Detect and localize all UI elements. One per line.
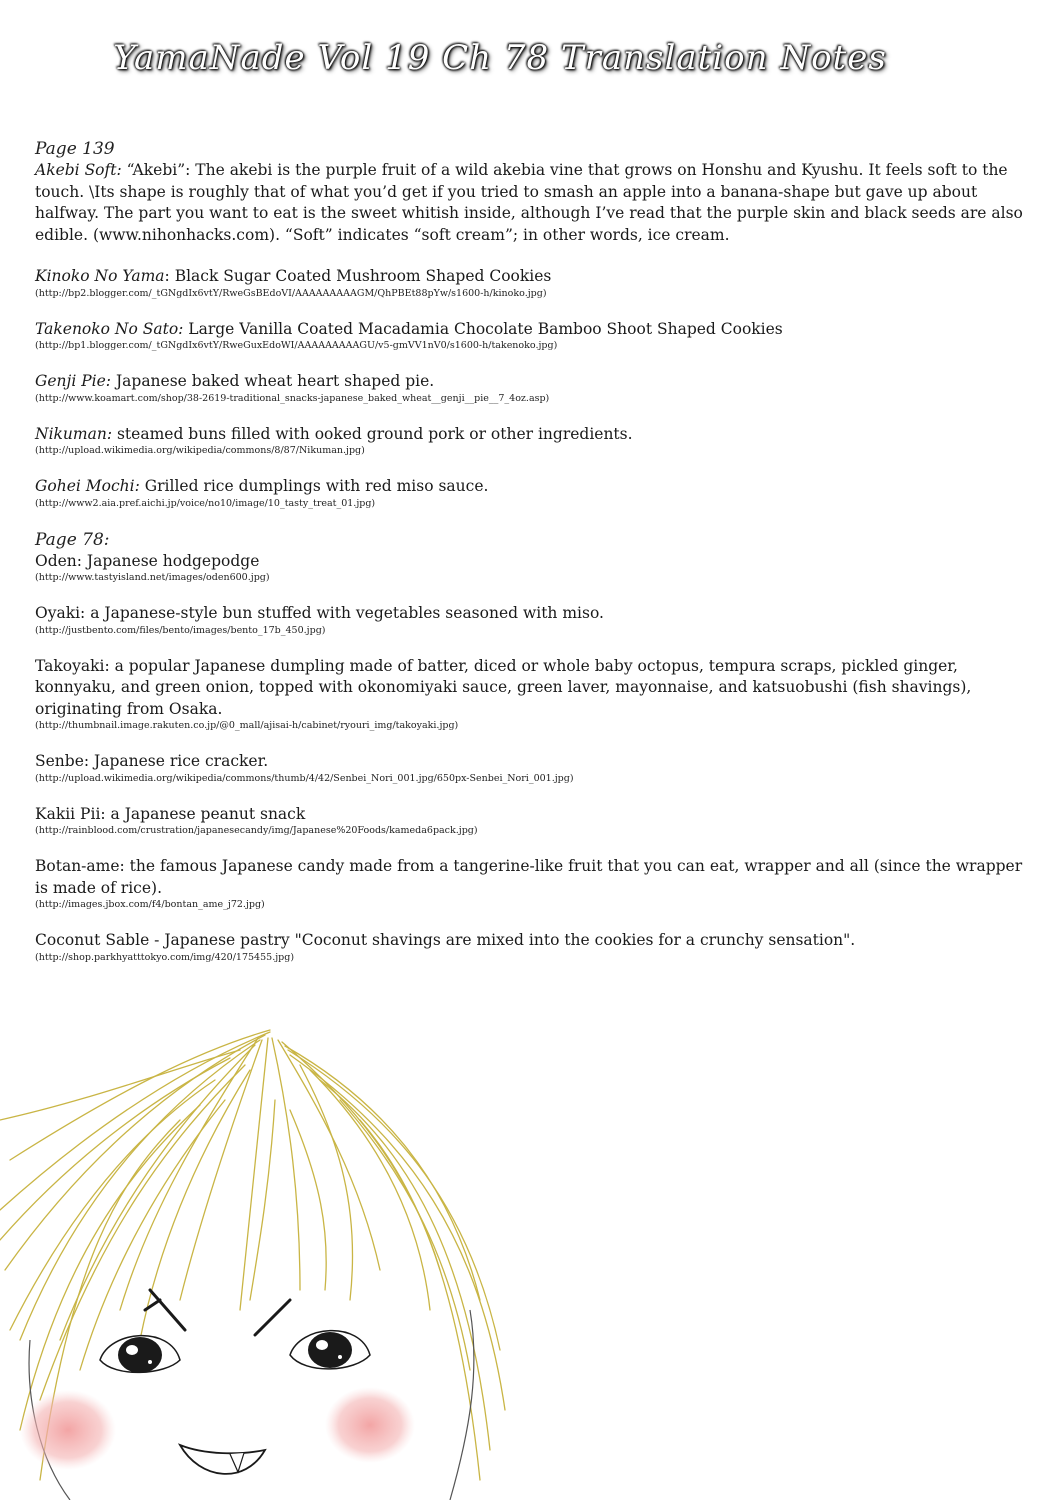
source-url: (http://bp1.blogger.com/_tGNgdIx6vtY/RweGuxEdoWI/AAAAAAAAAGU/v5-gmVV1nV0/s1600-h/takenoko.jpg) [35,340,558,351]
note-term: Gohei Mochi: [35,477,140,495]
source-url: (http://justbento.com/files/bento/images/bento_17b_450.jpg) [35,624,326,636]
source-url: (http://www.tastyisland.net/images/oden600.jpg) [35,572,270,583]
note-entry-takoyaki [35,656,1030,733]
note-entry-genji-pie [35,371,1030,405]
note-definition: Oyaki: a Japanese-style bun stuffed with vegetables seasoned with miso. [35,604,604,622]
note-text [35,476,1030,498]
note-text [35,424,1030,446]
note-text [35,319,1030,341]
source-url: (http://www.koamart.com/shop/38-2619-traditional_snacks-japanese_baked_wheat__genji__pie__7_4oz.asp) [35,392,550,404]
source-url: (http://upload.wikimedia.org/wikipedia/commons/thumb/4/42/Senbei_Nori_001.jpg/650px-Senbei_Nori_001.jpg) [35,772,574,784]
note-term: Nikuman: [35,424,113,443]
source-url: (http://shop.parkhyatttokyo.com/img/420/175455.jpg) [35,951,295,963]
note-definition: Large Vanilla Coated Macadamia Chocolate Bamboo Shoot Shaped Cookies [183,319,783,338]
mouth [180,1445,265,1474]
source-url: (http://upload.wikimedia.org/wikipedia/commons/8/87/Nikuman.jpg) [35,445,365,456]
note-entry-botan-ame [35,856,1030,911]
eyebrows [145,1290,290,1335]
source-url: (http://www2.aia.pref.aichi.jp/voice/no10/image/10_tasty_treat_01.jpg) [35,497,376,509]
note-entry-kinoko-no-yama [35,266,1030,300]
note-definition: Kakii Pii: a Japanese peanut snack [35,804,306,823]
note-text [35,371,1030,393]
note-term: Kinoko No Yama [35,267,165,285]
note-text [35,160,1030,246]
section-page-78 [35,529,1030,964]
section-page-139 [35,138,1030,510]
note-entry-senbe [35,751,1030,785]
notes-content [35,138,1030,983]
source-url: (http://rainblood.com/crustration/japanesecandy/img/Japanese%20Foods/kameda6pack.jpg) [35,825,478,836]
source-url: (http://bp2.blogger.com/_tGNgdIx6vtY/RweGsBEdoVI/AAAAAAAAAGM/QhPBEt88pYw/s1600-h/kinoko.jpg) [35,287,547,299]
source-url: (http://thumbnail.image.rakuten.co.jp/@0_mall/ajisai-h/cabinet/ryouri_img/takoyaki.jpg) [35,720,459,731]
page-title: YamaNade Vol 19 Ch 78 Translation Notes [113,38,887,78]
note-entry-gohei-mochi [35,476,1030,510]
section-heading: Page 139 [35,139,115,159]
note-entry-oden [35,551,1030,585]
note-definition: Senbe: Japanese rice cracker. [35,752,269,770]
note-entry-coconut-sable [35,930,1030,964]
note-term: Akebi Soft: [35,161,122,179]
note-definition: Japanese baked wheat heart shaped pie. [111,372,435,390]
character-illustration [0,1010,540,1500]
note-definition: Coconut Sable - Japanese pastry "Coconut shavings are mixed into the cookies for a crunchy sensation". [35,931,856,949]
note-term: Genji Pie: [35,372,112,390]
section-heading: Page 78: [35,529,110,550]
note-definition: : Black Sugar Coated Mushroom Shaped Cookies [164,267,552,285]
note-text [35,266,1030,288]
note-definition: “Akebi”: The akebi is the purple fruit of a wild akebia vine that grows on Honshu and Kyushu. It feels soft to the touch. \Its shape is roughly that of what you’d get if you tried to smash an apple into a banana-shape but gave up about halfway. The part you want to eat is the sweet whitish inside, although I’ve read that the purple skin and black seeds are also edible. (www.nihonhacks.com). “Soft” indicates “soft cream”; in other words, ice cream. [35,161,1023,244]
note-entry-oyaki [35,603,1030,637]
eyes [100,1331,370,1373]
note-definition: Takoyaki: a popular Japanese dumpling made of batter, diced or whole baby octopus, tempura scraps, pickled ginger, konnyaku, and green onion, topped with okonomiyaki sauce, green laver, mayonnaise, and katsuobushi (fish shavings), originating from Osaka. [35,656,972,718]
note-definition: steamed buns filled with ooked ground pork or other ingredients. [112,424,633,443]
note-entry-akebi-soft [35,160,1030,246]
note-definition: Oden: Japanese hodgepodge [35,551,260,570]
note-term: Takenoko No Sato: [35,319,184,338]
note-entry-nikuman [35,424,1030,458]
note-entry-kakii-pii [35,804,1030,838]
note-entry-takenoko-no-sato [35,319,1030,353]
note-definition: Grilled rice dumplings with red miso sauce. [139,477,489,495]
note-definition: Botan-ame: the famous Japanese candy made from a tangerine-like fruit that you can eat, wrapper and all (since the wrapper is made of rice). [35,857,1023,897]
source-url: (http://images.jbox.com/f4/bontan_ame_j72.jpg) [35,899,265,910]
